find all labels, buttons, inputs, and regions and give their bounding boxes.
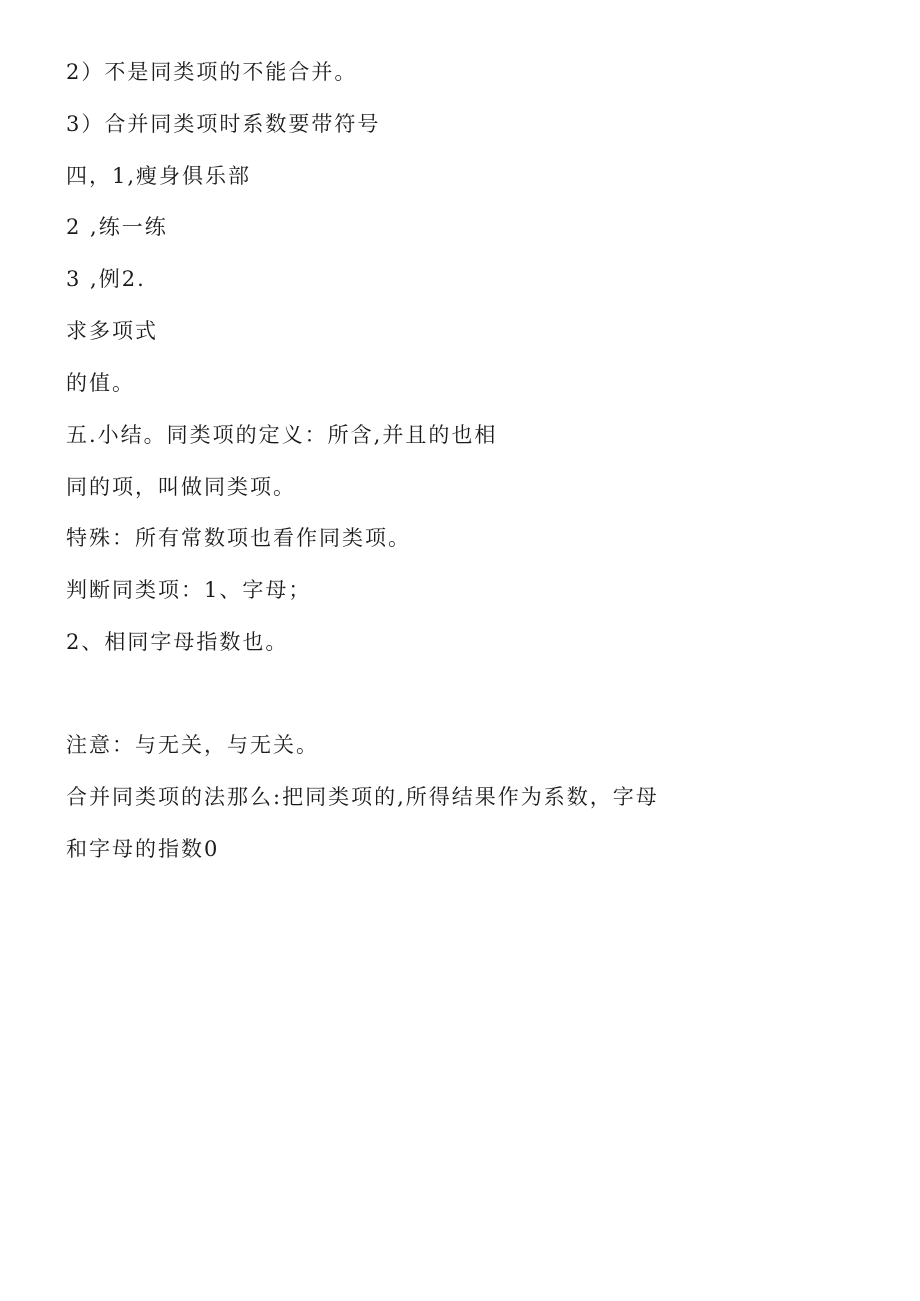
note-text: 注意：与无关，与无关。	[66, 733, 319, 757]
value-text: 的值。	[66, 371, 135, 395]
summary-heading: 五.小结。同类项的定义：所含,并且的也相	[66, 423, 498, 447]
definition-text: 同的项，叫做同类项。	[66, 475, 296, 499]
judge-criteria-1: 判断同类项：1、字母；	[66, 578, 312, 602]
merge-rule-text: 合并同类项的法那么:把同类项的,所得结果作为系数，字母	[66, 785, 659, 809]
section-4-heading: 四，1,瘦身俱乐部	[66, 164, 252, 188]
judge-criteria-2: 2、相同字母指数也。	[66, 630, 289, 654]
practice-item: 2 ,练一练	[66, 215, 168, 239]
polynomial-prompt: 求多项式	[66, 319, 158, 343]
special-case-text: 特殊：所有常数项也看作同类项。	[66, 526, 411, 550]
example-item: 3 ,例2.	[66, 267, 146, 291]
rule-3-text: 3）合并同类项时系数要带符号	[66, 112, 381, 136]
merge-rule-continuation: 和字母的指数0	[66, 837, 220, 861]
rule-2-text: 2）不是同类项的不能合并。	[66, 60, 358, 84]
